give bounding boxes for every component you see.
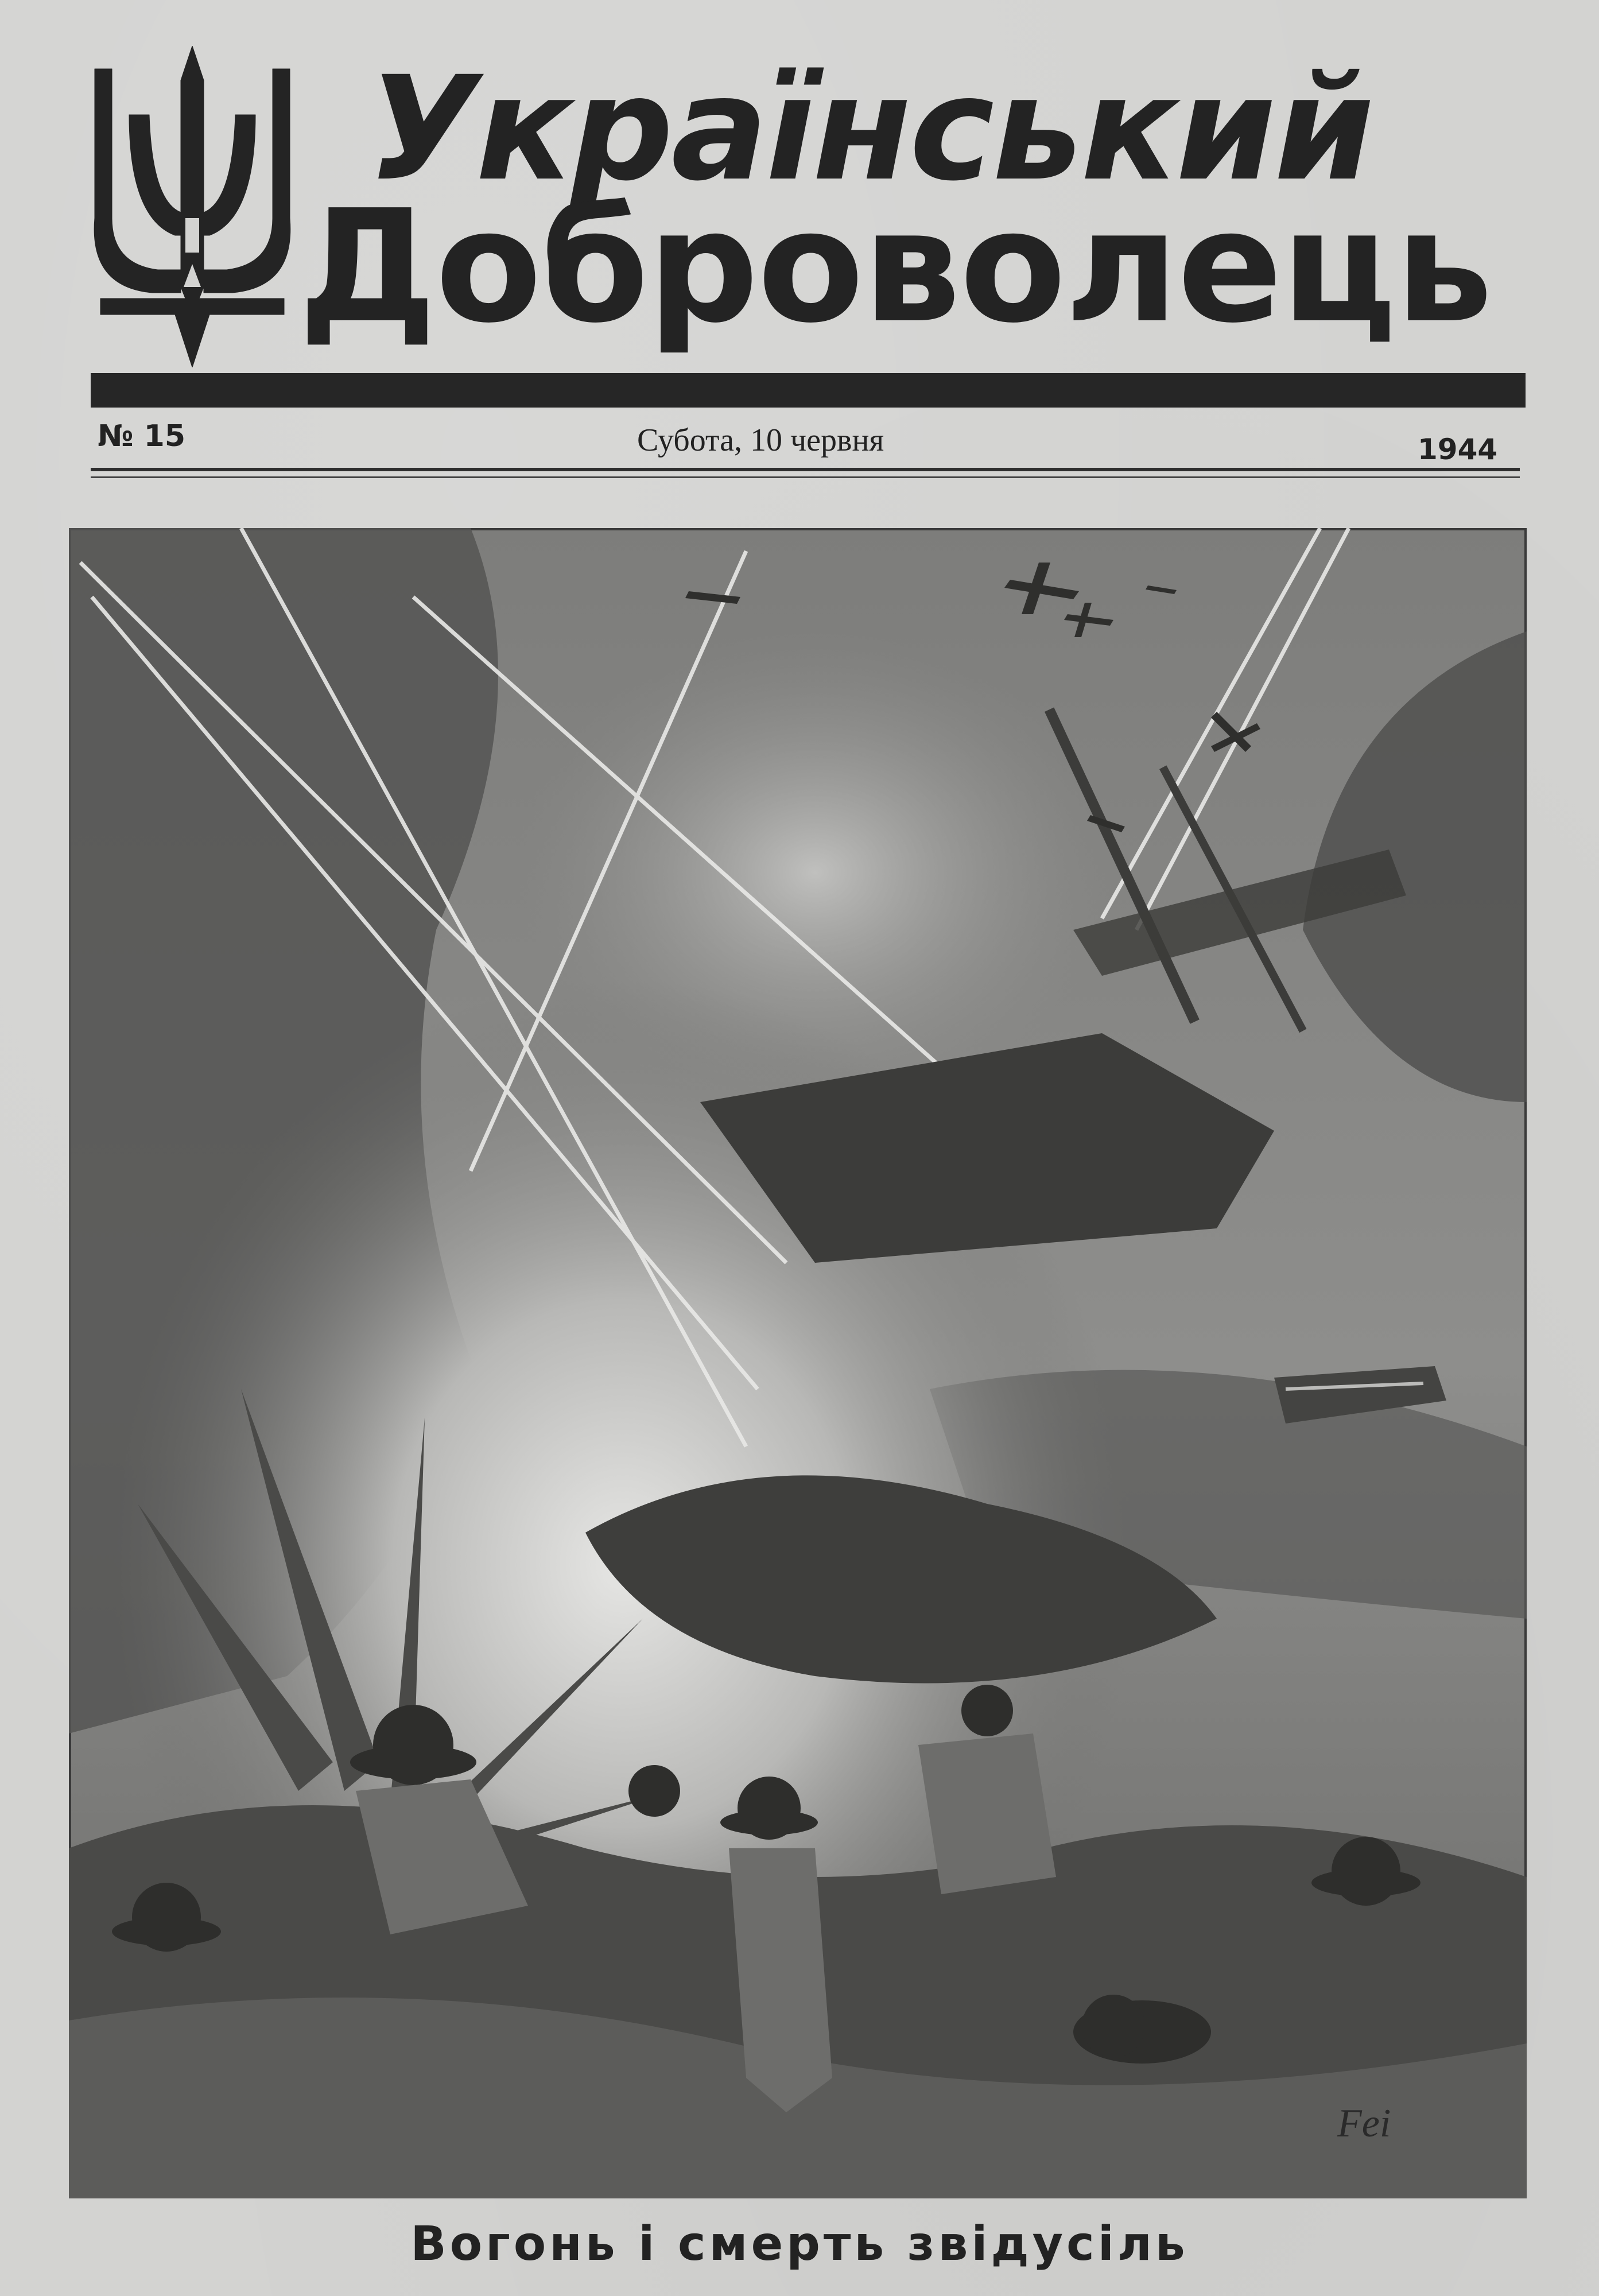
issue-rule [91,468,1520,471]
artist-signature: Fei [1337,2101,1391,2146]
issue-rule-secondary [91,476,1520,478]
masthead-title-line-1: Український [367,45,1372,212]
battle-illustration [69,528,1527,2198]
trident-emblem-icon [89,46,296,367]
issue-number: № 15 [98,419,186,453]
masthead-rule [91,373,1526,408]
masthead-title-line-2: Доброволець [298,176,1492,357]
illustration-caption: Вогонь і смерть звідусіль [410,2217,1189,2271]
issue-year: 1944 [1418,433,1498,466]
issue-date: Субота, 10 червня [637,422,884,458]
